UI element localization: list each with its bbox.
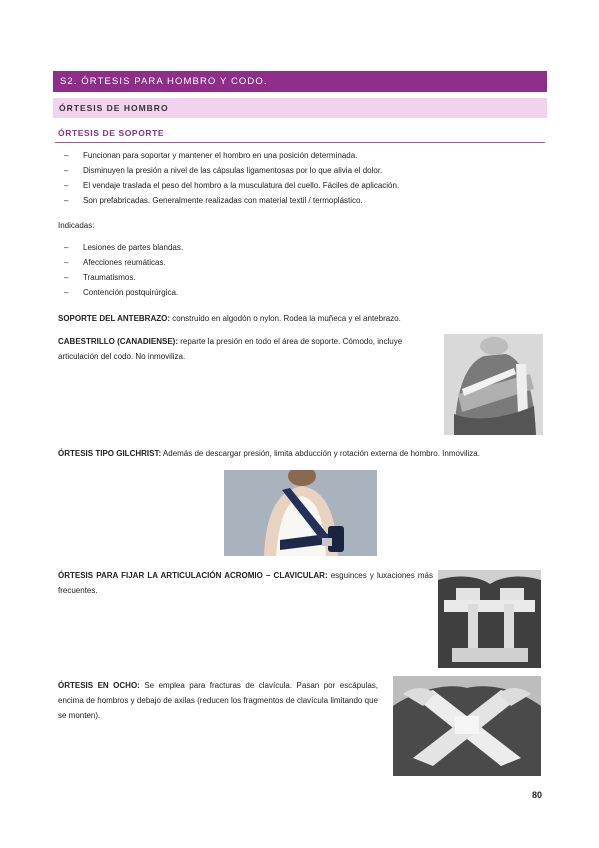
list-item: – Disminuyen la presión a nivel de las cápsulas ligamentosas por lo que alivia el dolor.: [60, 163, 530, 178]
list-item: – Son prefabricadas. Generalmente realizadas con material textil / termoplástico.: [60, 193, 530, 208]
forearm-text: construido en algodón o nylon. Rodea la muñeca y el antebrazo.: [172, 314, 401, 323]
list-item: – Funcionan para soportar y mantener el hombro en una posición determinada.: [60, 148, 530, 163]
list-item: – Traumatismos.: [60, 270, 360, 285]
gilchrist-text: Además de descargar presión, limita abducción y rotación externa de hombro. Inmoviliza.: [162, 449, 480, 458]
list-item: – Lesiones de partes blandas.: [60, 240, 360, 255]
indications-list: [60, 240, 360, 300]
acromio-label: ÓRTESIS PARA FIJAR LA ARTICULACIÓN ACROMIO – CLAVICULAR:: [58, 571, 328, 580]
figure8-photo: [393, 676, 541, 776]
indications-label: Indicadas:: [58, 221, 95, 230]
page-number: 80: [531, 790, 542, 800]
section-divider: [55, 142, 545, 143]
list-item: – Afecciones reumáticas.: [60, 255, 360, 270]
gilchrist-paragraph: [58, 446, 548, 461]
figure8-text: Se emplea para fracturas de clavícula. Pasan por escápulas, encima de hombros y debajo de axilas (reducen los fragmentos de clavícula limitando que se monten).: [58, 681, 378, 720]
list-item: – El vendaje traslada el peso del hombro a la musculatura del cuello. Fáciles de aplicación.: [60, 178, 530, 193]
acromio-text: esguinces y luxaciones más frecuentes.: [58, 571, 433, 595]
subsection-title: ÓRTESIS DE HOMBRO: [59, 103, 169, 113]
section-title: S2. ÓRTESIS PARA HOMBRO Y CODO.: [60, 76, 268, 87]
forearm-label: SOPORTE DEL ANTEBRAZO:: [58, 314, 171, 323]
sling-label: CABESTRILLO (CANADIENSE):: [58, 337, 178, 346]
acromio-photo: [438, 570, 541, 668]
figure8-paragraph: [58, 678, 378, 723]
support-title: ÓRTESIS DE SOPORTE: [58, 128, 165, 138]
forearm-paragraph: [58, 311, 518, 326]
acromio-paragraph: [58, 568, 433, 598]
gilchrist-label: ÓRTESIS TIPO GILCHRIST:: [58, 449, 162, 458]
sling-paragraph: [58, 334, 438, 364]
section-title-bar: [53, 71, 547, 92]
sling-text: reparte la presión en todo el área de soporte. Cómodo, incluye articulación del codo. No inmoviliza.: [58, 337, 403, 361]
gilchrist-photo: [224, 470, 377, 556]
figure8-label: ÓRTESIS EN OCHO:: [58, 681, 140, 690]
list-item: – Contención postquirúrgica.: [60, 285, 360, 300]
sling-photo: [444, 334, 543, 435]
subsection-title-bar: [53, 98, 547, 118]
support-list: [60, 148, 530, 208]
